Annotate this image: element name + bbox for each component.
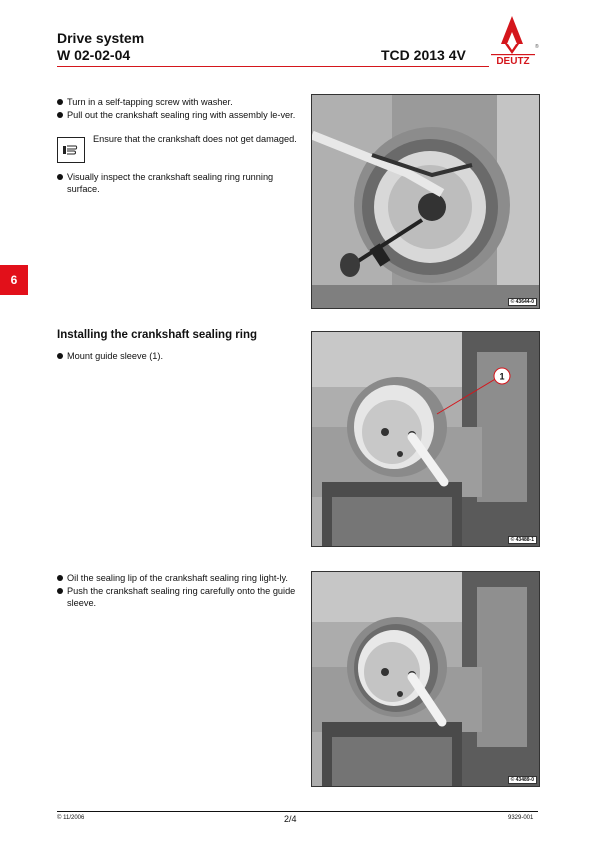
section-heading: Installing the crankshaft sealing ring <box>57 329 258 341</box>
footer-date: © 11/2006 <box>57 815 85 821</box>
document-number: 9329-001 <box>508 815 534 821</box>
page-number: 2/4 <box>284 814 297 824</box>
header-code: W 02-02-04 <box>57 47 131 63</box>
figure-caption: © 43488-1 <box>508 536 537 544</box>
note-text: Ensure that the crankshaft does not get damaged. <box>93 134 297 144</box>
section1-steps-2 <box>57 171 303 196</box>
caution-note <box>57 133 303 165</box>
pointing-hand-icon <box>57 137 85 163</box>
header-title: Drive system <box>57 30 145 46</box>
deutz-logo <box>488 14 540 68</box>
step-item: Pull out the crankshaft sealing ring with assembly le-ver. <box>57 109 303 121</box>
logo-brand: DEUTZ <box>496 56 530 67</box>
photo-seal-onto-sleeve <box>311 571 540 787</box>
section3-steps <box>57 572 303 610</box>
section2-steps <box>57 350 303 363</box>
footer-rule <box>57 811 538 812</box>
step-item: Turn in a self-tapping screw with washer. <box>57 96 303 108</box>
step-item: Visually inspect the crankshaft sealing ring running surface. <box>57 171 303 195</box>
callout-1: 1 <box>499 371 505 382</box>
logo-registered: ® <box>535 44 539 50</box>
step-item: Mount guide sleeve (1). <box>57 350 303 362</box>
photo-seal-removal <box>311 94 540 309</box>
figure-caption: © 43489-0 <box>508 776 537 784</box>
step-item: Push the crankshaft sealing ring carefully onto the guide sleeve. <box>57 585 303 609</box>
header-model: TCD 2013 4V <box>381 47 466 63</box>
section1-steps <box>57 96 303 122</box>
figure-caption: © 43644-0 <box>508 298 537 306</box>
chapter-tab[interactable]: 6 <box>0 265 28 295</box>
header-rule <box>57 66 489 67</box>
step-item: Oil the sealing lip of the crankshaft sealing ring light-ly. <box>57 572 303 584</box>
photo-guide-sleeve <box>311 331 540 547</box>
